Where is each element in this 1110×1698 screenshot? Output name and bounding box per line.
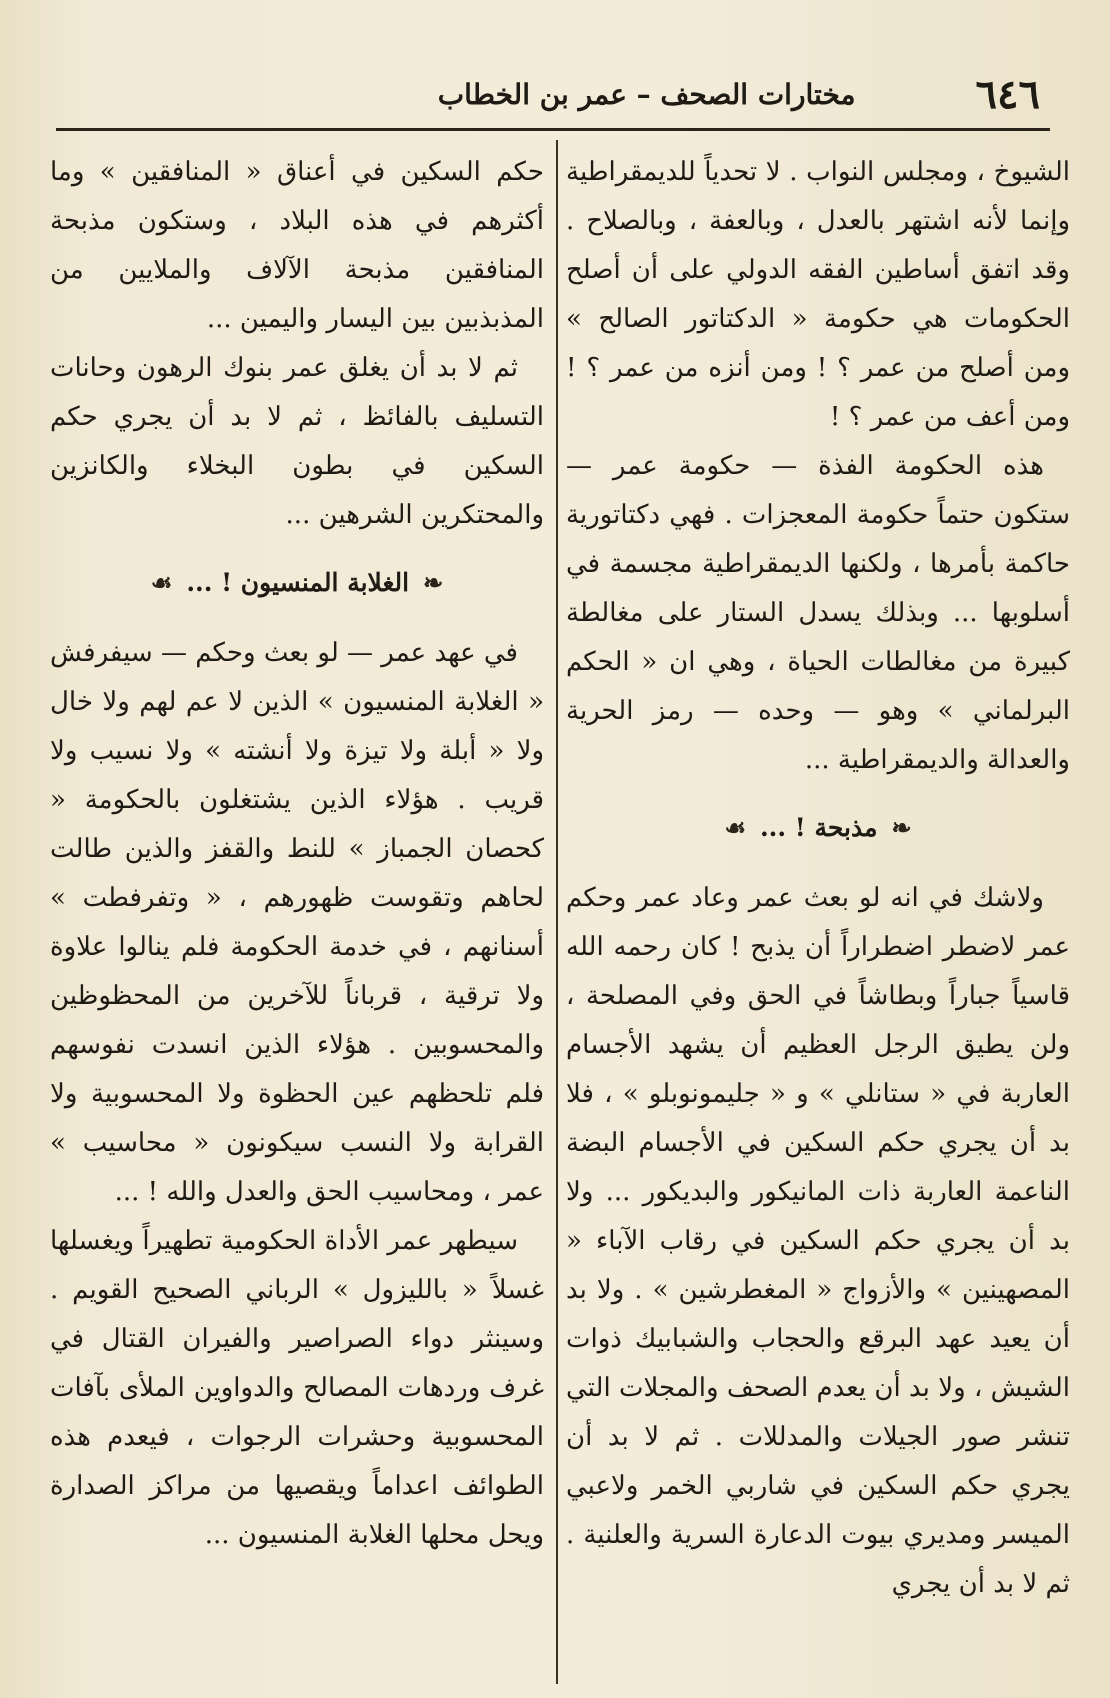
right-column <box>566 148 1070 1609</box>
paragraph: الشيوخ ، ومجلس النواب . لا تحدياً للديمقراطية وإنما لأنه اشتهر بالعدل ، وبالعفة ، وبالصلاح . وقد اتفق أساطين الفقه الدولي على أن أصلح الحكومات هي حكومة « الدكتاتور الصالح » ومن أصلح من عمر ؟ ! ومن أنزه من عمر ؟ ! ومن أعف من عمر ؟ ! <box>566 157 1070 432</box>
ornament-icon: ☙ <box>724 813 746 842</box>
section-heading-text: مذبحة ! ... <box>759 813 878 842</box>
section-heading <box>566 803 1070 852</box>
page-number: ٦٤٦ <box>975 70 1040 118</box>
section-heading <box>50 558 544 607</box>
ornament-icon: ☙ <box>150 568 173 597</box>
left-column <box>50 148 544 1560</box>
header-rule <box>56 128 1050 131</box>
section-heading-text: الغلابة المنسيون ! ... <box>186 568 410 597</box>
paragraph: حكم السكين في أعناق « المنافقين » وما أكثرهم في هذه البلاد ، وستكون مذبحة المنافقين مذبحة الآلاف والملايين من المذبذبين بين اليسار واليمين ... <box>50 157 544 334</box>
paragraph: سيطهر عمر الأداة الحكومية تطهيراً ويغسلها غسلاً « بالليزول » الرباني الصحيح القويم . وسينثر دواء الصراصير والفيران القتال في غرف وردهات المصالح والدواوين الملأى بآفات المحسوبية وحشرات الرجوات ، فيعدم هذه الطوائف اعداماً ويقصيها من مراكز الصدارة ويحل محلها الغلابة المنسيون ... <box>50 1226 544 1550</box>
paragraph: ولاشك في انه لو بعث عمر وعاد عمر وحكم عمر لاضطر اضطراراً أن يذبح ! كان رحمه الله قاسياً جباراً وبطاشاً في الحق وفي المصلحة ، ولن يطيق الرجل العظيم أن يشهد الأجسام العاربة في « ستانلي » و « جليمونوبلو » ، فلا بد أن يجري حكم السكين في الأجسام البضة الناعمة العاربة ذات المانيكور والبديكور ... ولا بد أن يجري حكم السكين في رقاب الآباء « المصهينين » والأزواج « المغطرشين » . ولا بد أن يعيد عهد البرقع والحجاب والشبابيك ذوات الشيش ، ولا بد أن يعدم الصحف والمجلات التي تنشر صور الجيلات والمدللات . ثم لا بد أن يجري حكم السكين في شاربي الخمر ولاعبي الميسر ومديري بيوت الدعارة السرية والعلنية . ثم لا بد أن يجري <box>566 883 1070 1599</box>
running-title: مختارات الصحف – عمر بن الخطاب <box>437 77 856 111</box>
page-header <box>60 64 1040 124</box>
ornament-icon: ❧ <box>423 568 444 597</box>
paragraph: ثم لا بد أن يغلق عمر بنوك الرهون وحانات التسليف بالفائظ ، ثم لا بد أن يجري حكم السكين في بطون البخلاء والكانزين والمحتكرين الشرهين ... <box>50 353 544 530</box>
column-divider <box>556 140 558 1684</box>
paragraph: هذه الحكومة الفذة — حكومة عمر — ستكون حتماً حكومة المعجزات . فهي دكتاتورية حاكمة بأمرها ، ولكنها الديمقراطية مجسمة في أسلوبها ... وبذلك يسدل الستار على مغالطة كبيرة من مغالطات الحياة ، وهي ان « الحكم البرلماني » وهو — وحده — رمز الحرية والعدالة والديمقراطية ... <box>566 451 1070 775</box>
ornament-icon: ❧ <box>891 813 912 842</box>
paragraph: في عهد عمر — لو بعث وحكم — سيفرفش « الغلابة المنسيون » الذين لا عم لهم ولا خال ولا « أبلة ولا تيزة ولا أنشته » ولا نسيب ولا قريب . هؤلاء الذين يشتغلون بالحكومة « كحصان الجمباز » للنط والقفز والذين طالت لحاهم وتقوست ظهورهم ، « وتفرفطت » أسنانهم ، في خدمة الحكومة فلم ينالوا علاوة ولا ترقية ، قرباناً للآخرين من المحظوظين والمحسوبين . هؤلاء الذين انسدت نفوسهم فلم تلحظهم عين الحظوة ولا المحسوبية ولا القرابة ولا النسب سيكونون « محاسيب » عمر ، ومحاسيب الحق والعدل والله ! ... <box>50 638 544 1207</box>
